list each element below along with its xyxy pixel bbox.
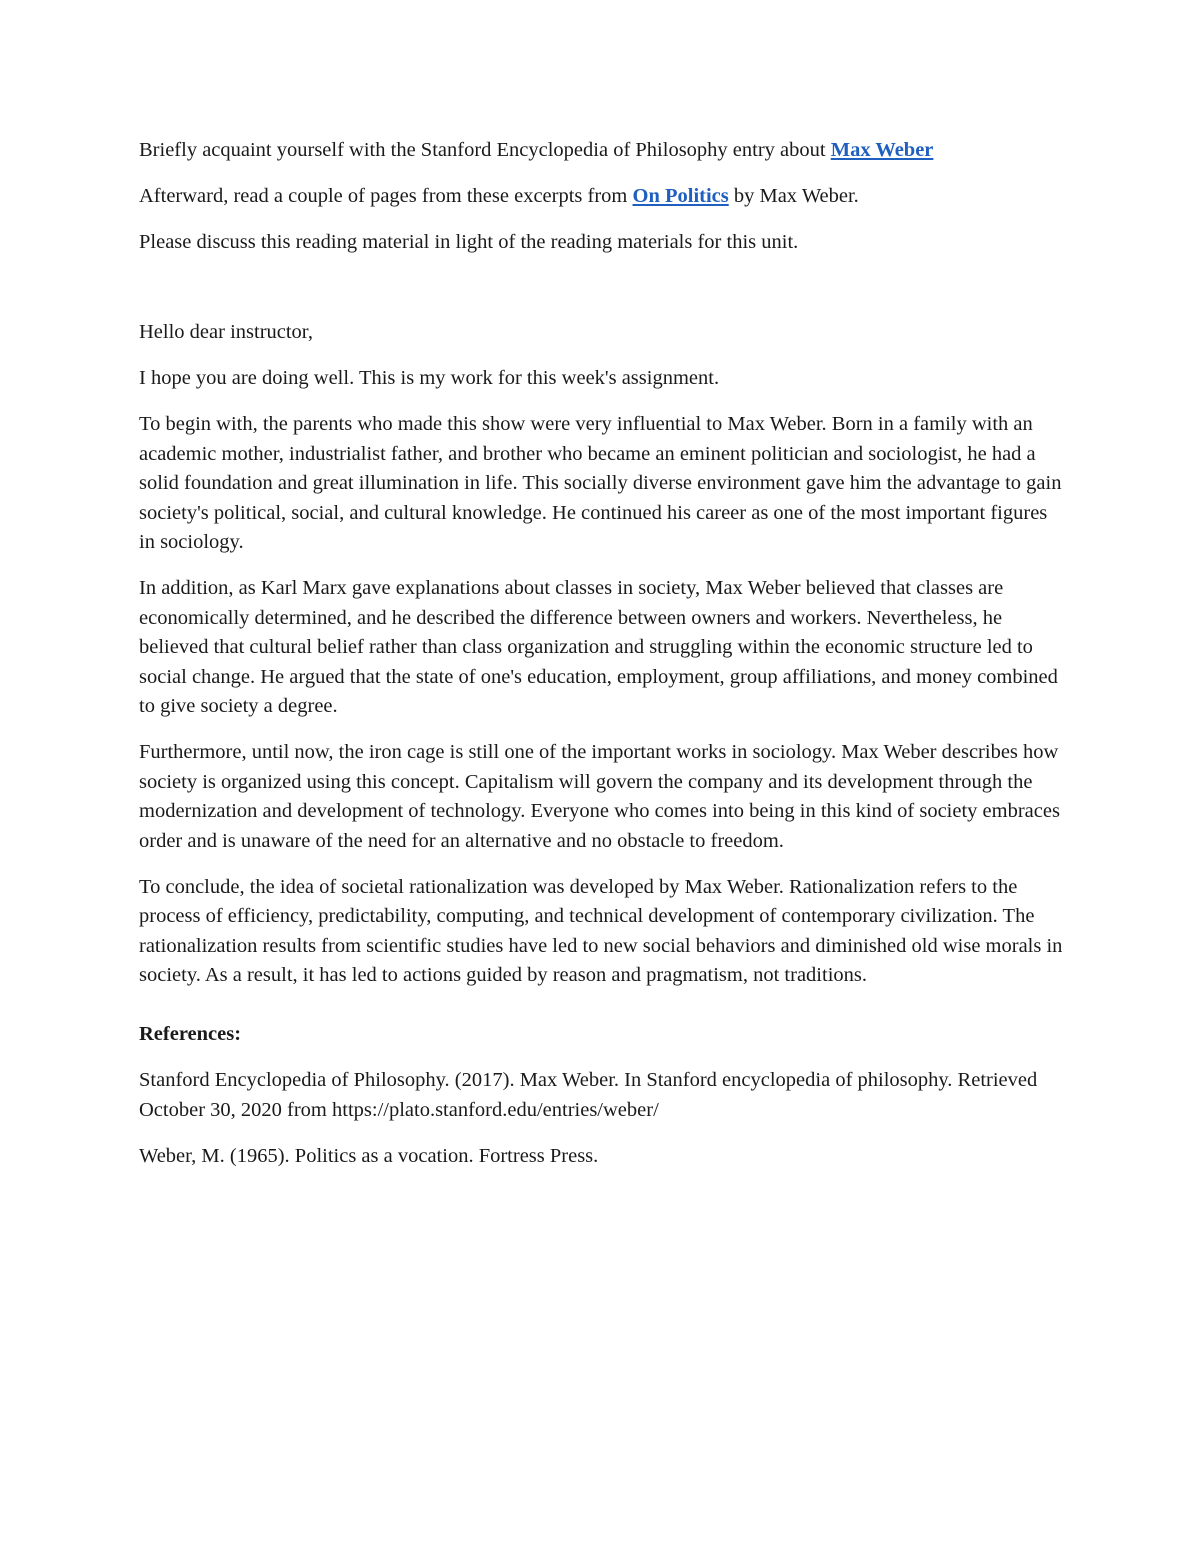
references-heading: References:: [139, 1023, 242, 1045]
greeting: Hello dear instructor,: [139, 321, 313, 343]
prompt-line-2: [139, 182, 1064, 212]
body-paragraph-4: To conclude, the idea of societal rationalization was developed by Max Weber. Rationalization refers to the process of efficiency, predictability, computing, and technical development of contemporary civilization. The rationalization results from scientific studies have led to new social behaviors and diminished old wise morals in society. As a result, it has led to actions guided by reason and pragmatism, not traditions.: [139, 875, 1063, 986]
body-paragraph-3: Furthermore, until now, the iron cage is still one of the important works in sociology. Max Weber describes how society is organized using this concept. Capitalism will govern the company and its development through the modernization and development of technology. Everyone who comes into being in this kind of society embraces order and is unaware of the need for an alternative and no obstacle to freedom.: [139, 741, 1060, 852]
prompt-line-2-before: Afterward, read a couple of pages from these excerpts from: [139, 185, 633, 207]
max-weber-link[interactable]: Max Weber: [830, 139, 934, 161]
prompt-line-3: Please discuss this reading material in light of the reading materials for this unit.: [139, 231, 799, 253]
reference-item: Weber, M. (1965). Politics as a vocation. Fortress Press.: [139, 1144, 599, 1167]
prompt-line-1-text: Briefly acquaint yourself with the Stanford Encyclopedia of Philosophy entry about: [139, 139, 831, 161]
body-paragraph-1: To begin with, the parents who made this show were very influential to Max Weber. Born in a family with an academic mother, industrialist father, and brother who became an eminent politician and sociologist, he had a solid foundation and great illumination in life. This socially diverse environment gave him the advantage to gain society's political, social, and cultural knowledge. He continued his career as one of the most important figures in sociology.: [139, 413, 1062, 553]
body-paragraph-2: In addition, as Karl Marx gave explanations about classes in society, Max Weber believed that classes are economically determined, and he described the difference between owners and workers. Nevertheless, he believed that cultural belief rather than class organization and struggling within the economic structure led to social change. He argued that the state of one's education, employment, group affiliations, and money combined to give society a degree.: [139, 577, 1058, 717]
document-page: [139, 136, 1064, 1188]
reference-item: Stanford Encyclopedia of Philosophy. (2017). Max Weber. In Stanford encyclopedia of philosophy. Retrieved October 30, 2020 from https://plato.stanford.edu/entries/weber/: [139, 1069, 1038, 1121]
references-gap: [139, 1007, 1064, 1020]
on-politics-link[interactable]: On Politics: [632, 185, 729, 207]
section-spacer: [139, 274, 1064, 318]
intro-paragraph: I hope you are doing well. This is my work for this week's assignment.: [139, 367, 720, 389]
prompt-line-2-after: by Max Weber.: [728, 185, 859, 207]
prompt-line-1: [139, 136, 1064, 166]
